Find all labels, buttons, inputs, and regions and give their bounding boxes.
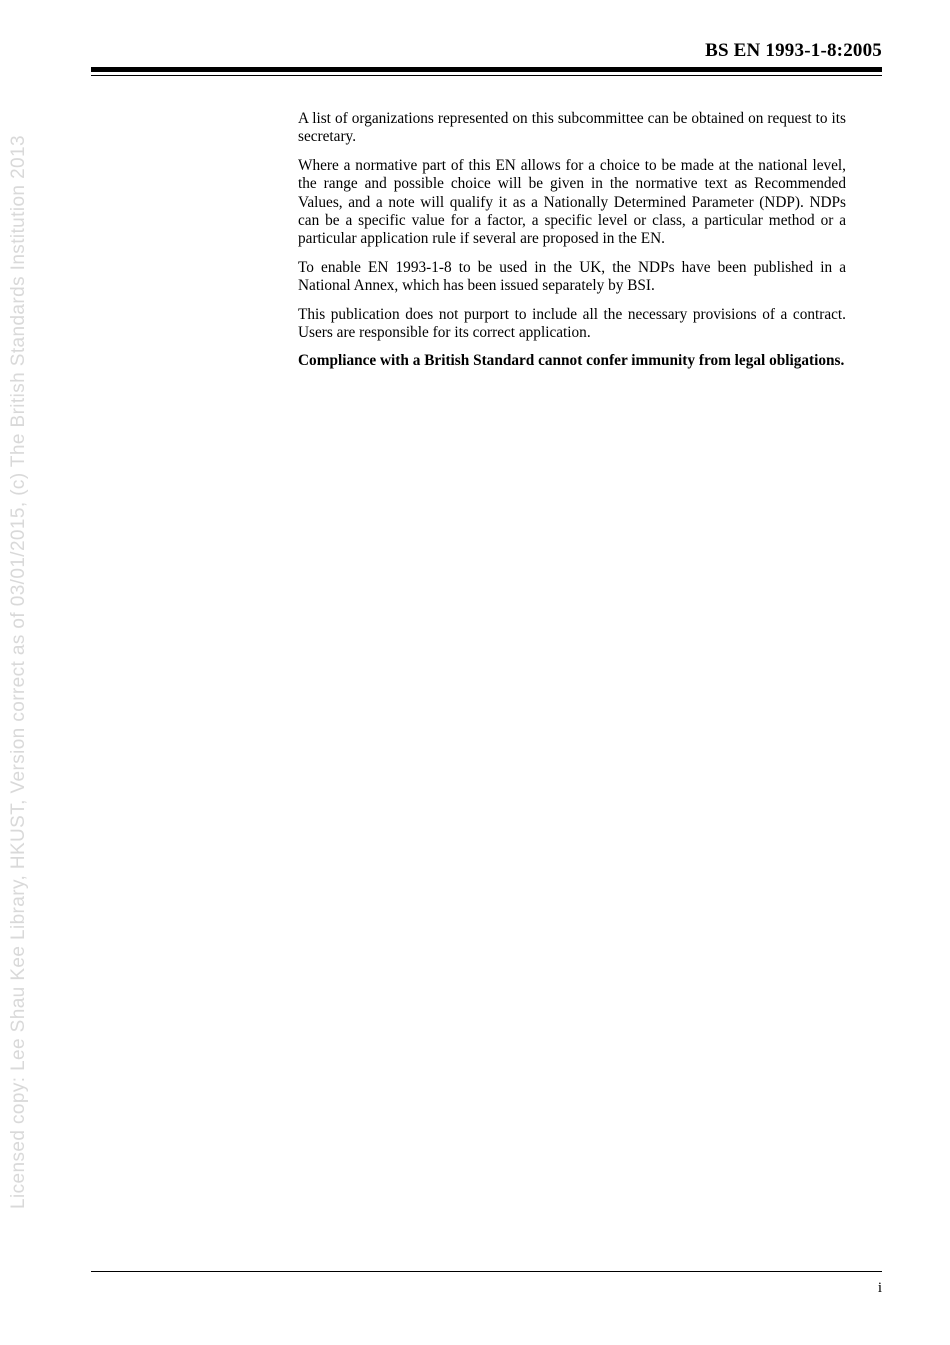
license-watermark: Licensed copy: Lee Shau Kee Library, HKUST, Version correct as of 03/01/2015, (c) The British Standards Institution 2013 [8,135,29,1209]
footer-rule [91,1271,882,1272]
compliance-notice: Compliance with a British Standard cannot confer immunity from legal obligations. [298,352,845,370]
header-rule-thin [91,75,882,76]
header-rule-thick [91,67,882,72]
page-number: i [877,1280,882,1296]
document-designation: BS EN 1993-1-8:2005 [705,40,882,61]
paragraph-national-annex: To enable EN 1993-1-8 to be used in the UK, the NDPs have been published in a National Annex, which has been issued separately by BSI. [298,258,846,295]
main-content [298,110,846,381]
paragraph-contract-provisions: This publication does not purport to include all the necessary provisions of a contract. Users are responsible for its correct application. [298,305,846,342]
paragraph-subcommittee: A list of organizations represented on this subcommittee can be obtained on request to its secretary. [298,110,846,146]
paragraph-normative-choice: Where a normative part of this EN allows for a choice to be made at the national level, the range and possible choice will be given in the normative text as Recommended Values, and a note will qualify it as a Nationally Determined Parameter (NDP). NDPs can be a specific value for a factor, a specific level or class, a particular method or a particular application rule if several are proposed in the EN. [298,156,846,248]
